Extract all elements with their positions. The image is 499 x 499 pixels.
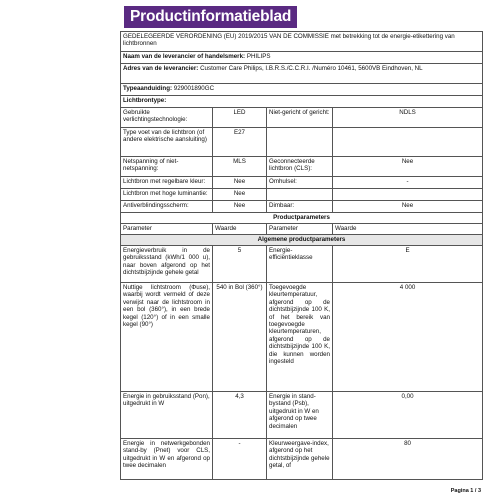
param-cell: 4 000 <box>333 283 483 392</box>
type-cell: Gebruikte verlichtingstechnologie: <box>121 108 213 128</box>
type-cell: Nee <box>333 201 483 213</box>
model-label: Typeaanduiding: <box>123 85 173 92</box>
type-row <box>121 177 483 189</box>
light-source-type-row <box>121 96 483 108</box>
type-cell: Dimbaar: <box>267 201 333 213</box>
type-cell: Geconnecteerde lichtbron (CLS): <box>267 157 333 177</box>
light-source-type-label: Lichtbrontype: <box>121 96 483 108</box>
column-header: Waarde <box>213 224 267 235</box>
type-cell: Omhulsel: <box>267 177 333 189</box>
type-cell: MLS <box>213 157 267 177</box>
type-row <box>121 128 483 157</box>
param-cell: E <box>333 246 483 283</box>
param-cell: 5 <box>213 246 267 283</box>
param-cell: 4,3 <box>213 392 267 439</box>
type-row <box>121 108 483 128</box>
param-row <box>121 392 483 439</box>
type-cell: Netspanning of niet-netspanning: <box>121 157 213 177</box>
type-cell: - <box>333 177 483 189</box>
param-cell: 0,00 <box>333 392 483 439</box>
column-header: Parameter <box>121 224 213 235</box>
page-title: Productinformatieblad <box>124 6 297 28</box>
type-cell: Nee <box>333 157 483 177</box>
regulation-text: GEDELEGEERDE VERORDENING (EU) 2019/2015 VAN DE COMMISSIE met betrekking tot de energie-etikettering van lichtbronnen <box>121 32 483 52</box>
type-row <box>121 189 483 201</box>
column-header: Waarde <box>333 224 483 235</box>
param-row <box>121 283 483 392</box>
type-row <box>121 157 483 177</box>
param-cell: Kleurweergave-index, afgerond op het dichtstbijzijnde gehele getal, of <box>267 439 333 480</box>
param-cell: Energieverbruik in de gebruiksstand (kWh/1 000 u), naar boven afgerond op het dichtstbijzijnde gehele getal <box>121 246 213 283</box>
supplier-address-label: Adres van de leverancier: <box>123 65 199 72</box>
type-cell <box>267 128 333 157</box>
param-cell: 80 <box>333 439 483 480</box>
param-cell: Nuttige lichtstroom (Φuse), waarbij wordt vermeld of deze verwijst naar de lichtstroom in een bol (360°), in een brede kegel (120°) of in een smalle kegel (90°) <box>121 283 213 392</box>
param-cell: - <box>213 439 267 480</box>
param-cell: Energie in stand-bystand (Psb), uitgedrukt in W en afgerond op twee decimalen <box>267 392 333 439</box>
general-params-header-row <box>121 235 483 246</box>
type-cell: NDLS <box>333 108 483 128</box>
type-cell: Nee <box>213 177 267 189</box>
type-cell: Nee <box>213 201 267 213</box>
param-cell: 540 in Bol (360°) <box>213 283 267 392</box>
type-cell: Niet-gericht of gericht: <box>267 108 333 128</box>
product-params-header-row <box>121 213 483 224</box>
type-cell: Nee <box>213 189 267 201</box>
type-cell: Lichtbron met regelbare kleur: <box>121 177 213 189</box>
page-number: Pagina 1 / 3 <box>450 488 481 494</box>
column-header: Parameter <box>267 224 333 235</box>
param-cell: Energie-efficiëntieklasse <box>267 246 333 283</box>
type-cell: Type voet van de lichtbron (of andere elektrische aansluiting) <box>121 128 213 157</box>
param-cell: Energie in netwerkgebonden stand-by (Pnet) voor CLS, uitgedrukt in W en afgerond op twee decimalen <box>121 439 213 480</box>
regulation-row <box>121 32 483 52</box>
supplier-name-row <box>121 52 483 64</box>
column-header-row <box>121 224 483 235</box>
model-row <box>121 84 483 96</box>
supplier-address-value: Customer Care Philips, I.B.R.S./C.C.R.I. /Numéro 10461, 5600VB Eindhoven, NL <box>200 65 423 72</box>
supplier-name-label: Naam van de leverancier of handelsmerk: <box>123 53 246 60</box>
supplier-address-row <box>121 64 483 84</box>
general-params-header: Algemene productparameters <box>121 235 483 246</box>
type-cell: Lichtbron met hoge luminantie: <box>121 189 213 201</box>
param-row <box>121 439 483 480</box>
type-cell <box>267 189 333 201</box>
type-cell <box>333 128 483 157</box>
product-info-table <box>120 31 483 480</box>
param-cell: Energie in gebruiksstand (Pon), uitgedrukt in W <box>121 392 213 439</box>
type-row <box>121 201 483 213</box>
type-cell <box>333 189 483 201</box>
type-cell: LED <box>213 108 267 128</box>
type-cell: E27 <box>213 128 267 157</box>
type-cell: Antiverblindingsscherm: <box>121 201 213 213</box>
param-row <box>121 246 483 283</box>
product-params-header: Productparameters <box>121 213 483 224</box>
param-cell: Toegevoegde kleurtemperatuur, afgerond op de dichtstbijzijnde 100 K, of het bereik van toegevoegde kleurtemperaturen, afgerond op de dichtstbijzijnde 100 K, die kunnen worden ingesteld <box>267 283 333 392</box>
model-value: 929001890GC <box>173 85 215 92</box>
supplier-name-value: PHILIPS <box>246 53 271 60</box>
